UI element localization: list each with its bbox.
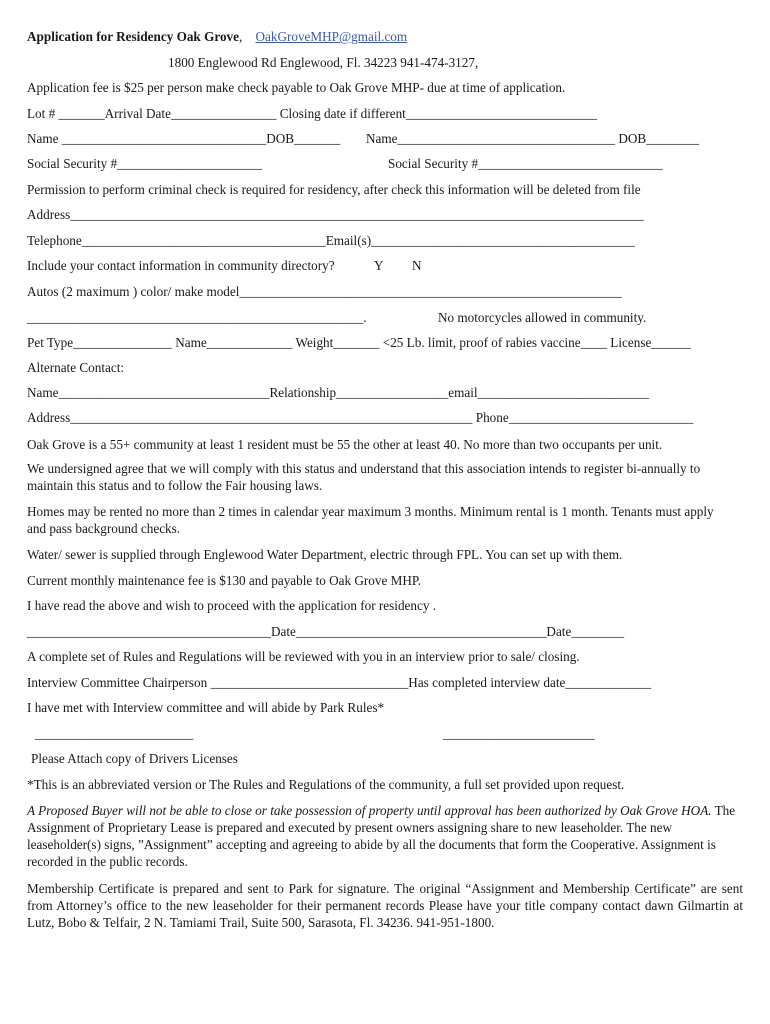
- no-motorcycles-notice: No motorcycles allowed in community.: [438, 310, 647, 325]
- address-field[interactable]: Address_______________________________________________________________________________________: [27, 207, 644, 222]
- agreement-paragraph: We undersigned agree that we will comply with this status and understand that this association intends to register bi-annually to maintain this status and to follow the Fair housing laws.: [27, 461, 701, 493]
- header-line: [27, 28, 407, 45]
- attach-license-notice: Please Attach copy of Drivers Licenses: [31, 751, 238, 766]
- directory-yes-option[interactable]: Y: [374, 258, 384, 273]
- abbreviated-rules-note: *This is an abbreviated version or The Rules and Regulations of the community, a full set provided upon request.: [27, 777, 625, 792]
- directory-question: Include your contact information in community directory?: [27, 258, 335, 273]
- criminal-check-notice: Permission to perform criminal check is required for residency, after check this information will be deleted from file: [27, 182, 641, 197]
- applicant2-ssn-field[interactable]: Social Security #____________________________: [388, 156, 663, 171]
- proceed-statement: I have read the above and wish to proceed with the application for residency .: [27, 598, 437, 613]
- park-address: 1800 Englewood Rd Englewood, Fl. 34223 941-474-3127,: [168, 55, 479, 70]
- park-rules-statement: I have met with Interview committee and will abide by Park Rules*: [27, 700, 385, 715]
- utilities-paragraph: Water/ sewer is supplied through Englewood Water Department, electric through FPL. You can set up with them.: [27, 547, 623, 562]
- proposed-buyer-paragraph: [27, 802, 741, 870]
- pet-fields[interactable]: Pet Type_______________ Name_____________ Weight_______ <25 Lb. limit, proof of rabies vaccine____ License______: [27, 335, 691, 350]
- autos-field-continued[interactable]: ___________________________________________________.: [27, 310, 367, 325]
- alternate-contact-address-field[interactable]: Address_____________________________________________________________ Phone____________________________: [27, 410, 694, 425]
- applicant1-ssn-field[interactable]: Social Security #______________________: [27, 156, 263, 171]
- signature-line-right[interactable]: _______________________: [443, 726, 595, 741]
- rules-review-notice: A complete set of Rules and Regulations will be reviewed with you in an interview prior to sale/ closing.: [27, 649, 580, 664]
- maintenance-fee-paragraph: Current monthly maintenance fee is $130 and payable to Oak Grove MHP.: [27, 573, 422, 588]
- form-title: Application for Residency Oak Grove: [27, 29, 239, 44]
- rental-paragraph: Homes may be rented no more than 2 times in calendar year maximum 3 months. Minimum rental is 1 month. Tenants must apply and pass background checks.: [27, 504, 714, 536]
- proposed-buyer-text: The Assignment of Proprietary Lease is prepared and executed by present owners assigning share to new leaseholder. The new leaseholder(s) signs, ”Assignment” accepting and agreeing to abide by all the documents that form the Cooperative. Assignment is recorded in the public records.: [27, 803, 736, 869]
- interview-chairperson-field[interactable]: Interview Committee Chairperson ______________________________Has completed interview date_____________: [27, 675, 652, 690]
- directory-no-option[interactable]: N: [412, 258, 422, 273]
- title-comma: ,: [238, 29, 243, 44]
- autos-field[interactable]: Autos (2 maximum ) color/ make model__________________________________________________________: [27, 284, 622, 299]
- telephone-email-field[interactable]: Telephone_____________________________________Email(s)________________________________________: [27, 233, 635, 248]
- applicant1-name-dob-field[interactable]: Name _______________________________DOB_______: [27, 131, 341, 146]
- email-link[interactable]: OakGroveMHP@gmail.com: [255, 29, 408, 44]
- signature-line-left[interactable]: ________________________: [35, 726, 194, 741]
- membership-certificate-paragraph: Membership Certificate is prepared and sent to Park for signature. The original “Assignment and Membership Certificate” are sent from Attorney’s office to the new leaseholder for their permanent records Please have your title company contact dawn Gilmartin at Lutz, Bobo & Telfair, 2 N. Tamiami Trail, Suite 500, Sarasota, Fl. 34236. 941-951-1800.: [27, 881, 743, 930]
- community-age-rule: Oak Grove is a 55+ community at least 1 resident must be 55 the other at least 40. No more than two occupants per unit.: [27, 437, 663, 452]
- applicant2-name-dob-field[interactable]: Name_________________________________ DOB________: [366, 131, 699, 146]
- alternate-contact-heading: Alternate Contact:: [27, 360, 125, 375]
- lot-arrival-closing-fields[interactable]: Lot # _______Arrival Date________________ Closing date if different_____________________________: [27, 106, 598, 121]
- signature-date-fields[interactable]: _____________________________________Date______________________________________Date________: [27, 624, 625, 639]
- alternate-contact-name-field[interactable]: Name________________________________Relationship_________________email__________________________: [27, 385, 649, 400]
- application-fee: Application fee is $25 per person make check payable to Oak Grove MHP- due at time of application.: [27, 80, 566, 95]
- proposed-buyer-italic: A Proposed Buyer will not be able to close or take possession of property until approval has been authorized by Oak Grove HOA.: [27, 803, 712, 818]
